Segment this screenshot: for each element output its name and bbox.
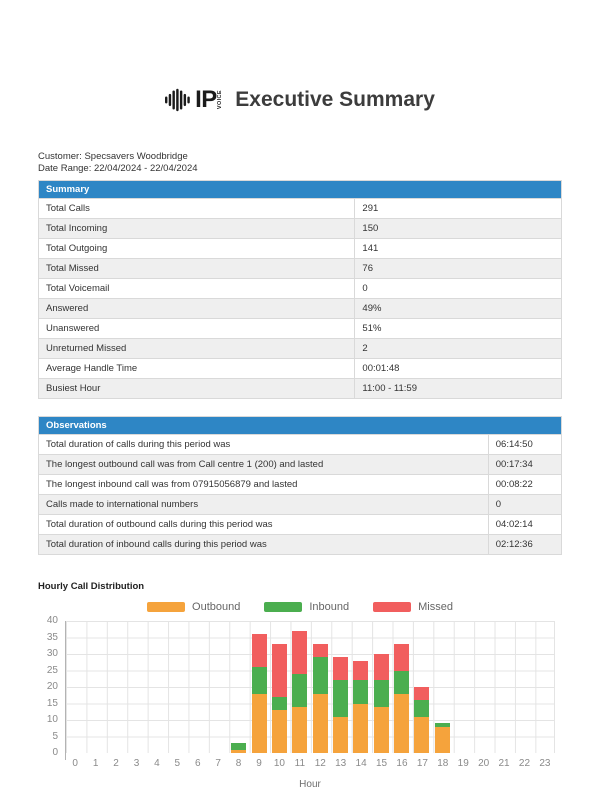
bar-segment-missed <box>292 631 307 674</box>
row-value: 141 <box>355 239 562 259</box>
bar-slot-hour-3 <box>127 621 147 753</box>
row-label: Total Missed <box>39 259 355 279</box>
bar-slot-hour-18 <box>432 621 452 753</box>
bar-segment-outbound <box>252 694 267 753</box>
legend-item-outbound <box>147 601 240 613</box>
bar-slot-hour-12 <box>310 621 330 753</box>
legend-label: Inbound <box>309 601 350 613</box>
logo-voice-text: VOICE <box>216 90 223 110</box>
y-axis-tick-label: 35 <box>46 631 58 643</box>
bar-segment-inbound <box>292 674 307 707</box>
row-value: 51% <box>355 319 562 339</box>
bar-slot-hour-17 <box>412 621 432 753</box>
x-axis-tick-label: 1 <box>92 758 99 769</box>
report-header <box>0 86 600 114</box>
y-axis-tick-label: 15 <box>46 697 58 709</box>
logo-text: IP <box>195 86 217 113</box>
legend-label: Missed <box>418 601 453 613</box>
x-axis-tick-label: 22 <box>518 758 531 769</box>
x-axis-tick-label: 16 <box>396 758 408 769</box>
x-axis-tick-label: 20 <box>478 758 490 769</box>
bar-segment-inbound <box>374 680 389 706</box>
row-label: Busiest Hour <box>39 379 355 399</box>
legend-label: Outbound <box>192 601 241 613</box>
observations-table-header: Observations <box>39 417 562 435</box>
table-row <box>39 219 562 239</box>
row-label: Unreturned Missed <box>39 339 355 359</box>
bar-segment-inbound <box>353 680 368 703</box>
chart-title: Hourly Call Distribution <box>38 581 145 592</box>
stacked-bar-hour-11 <box>292 631 307 753</box>
bar-segment-outbound <box>394 694 409 753</box>
x-axis-tick-label: 12 <box>314 758 326 769</box>
bar-segment-outbound <box>333 717 348 753</box>
table-row <box>39 379 562 399</box>
table-row <box>39 475 562 495</box>
row-value: 150 <box>355 219 562 239</box>
bar-slot-hour-10 <box>269 621 289 753</box>
row-value: 291 <box>355 199 562 219</box>
y-axis-tick-label: 40 <box>46 615 58 626</box>
stacked-bar-hour-10 <box>272 644 287 753</box>
stacked-bar-hour-18 <box>435 723 450 753</box>
legend-swatch <box>147 602 185 612</box>
date-range-line: Date Range: 22/04/2024 - 22/04/2024 <box>38 162 198 174</box>
bar-segment-outbound <box>272 710 287 753</box>
row-label: Total duration of inbound calls during this period was <box>39 535 489 555</box>
table-row <box>39 299 562 319</box>
stacked-bar-hour-8 <box>231 743 246 753</box>
summary-table-header: Summary <box>39 181 562 199</box>
row-label: Calls made to international numbers <box>39 495 489 515</box>
bar-segment-missed <box>313 644 328 657</box>
bar-slot-hour-22 <box>513 621 533 753</box>
legend-item-inbound <box>264 601 349 613</box>
bar-segment-outbound <box>313 694 328 753</box>
y-axis-tick-label: 20 <box>46 681 58 692</box>
bar-segment-outbound <box>353 704 368 754</box>
table-row <box>39 259 562 279</box>
table-row <box>39 515 562 535</box>
table-row <box>39 359 562 379</box>
bar-segment-outbound <box>414 717 429 753</box>
row-value: 49% <box>355 299 562 319</box>
x-axis-tick-label: 2 <box>113 758 119 769</box>
bar-slot-hour-23 <box>534 621 554 753</box>
row-value: 0 <box>355 279 562 299</box>
x-axis-tick-label: 18 <box>437 758 449 769</box>
x-axis-tick-label: 3 <box>133 758 140 769</box>
row-label: The longest outbound call was from Call centre 1 (200) and lasted <box>39 455 489 475</box>
bar-segment-missed <box>353 661 368 681</box>
bar-slot-hour-13 <box>330 621 350 753</box>
bar-segment-missed <box>252 634 267 667</box>
bar-segment-missed <box>394 644 409 670</box>
summary-table <box>38 180 562 399</box>
row-value: 76 <box>355 259 562 279</box>
x-axis-tick-label: 10 <box>273 758 285 769</box>
customer-line: Customer: Specsavers Woodbridge <box>38 151 188 162</box>
page-title: Executive Summary <box>235 88 435 111</box>
table-row <box>39 435 562 455</box>
bar-segment-missed <box>374 654 389 680</box>
bar-slot-hour-20 <box>473 621 493 753</box>
table-row <box>39 339 562 359</box>
stacked-bar-hour-13 <box>333 657 348 753</box>
table-row <box>39 279 562 299</box>
y-axis-tick-label: 25 <box>46 664 58 676</box>
x-axis-tick-label: 6 <box>194 758 201 769</box>
row-value: 04:02:14 <box>488 515 561 535</box>
x-axis-tick-label: 23 <box>539 758 551 769</box>
x-axis-tick-label: 9 <box>256 758 262 769</box>
bar-slot-hour-21 <box>493 621 513 753</box>
row-label: Answered <box>39 299 355 319</box>
bar-slot-hour-19 <box>452 621 472 753</box>
bar-segment-outbound <box>374 707 389 753</box>
stacked-bar-hour-9 <box>252 634 267 753</box>
row-value: 06:14:50 <box>488 435 561 455</box>
bar-slot-hour-0 <box>66 621 86 753</box>
plot-area <box>65 621 555 753</box>
chart-legend <box>0 601 600 613</box>
row-value: 02:12:36 <box>488 535 561 555</box>
bar-slot-hour-11 <box>290 621 310 753</box>
bar-segment-inbound <box>414 700 429 717</box>
x-axis-tick-label: 21 <box>498 758 510 769</box>
bar-segment-outbound <box>231 750 246 753</box>
observations-table-body <box>39 435 562 555</box>
legend-swatch <box>373 602 411 612</box>
bar-slot-hour-2 <box>107 621 127 753</box>
bar-segment-missed <box>272 644 287 697</box>
x-axis-tick-label: 0 <box>72 758 78 769</box>
stacked-bar-hour-15 <box>374 654 389 753</box>
x-axis-tick-label: 4 <box>154 758 160 769</box>
ipvoice-logo <box>165 86 223 114</box>
x-axis-labels <box>65 758 555 769</box>
row-label: Total Outgoing <box>39 239 355 259</box>
stacked-bar-hour-14 <box>353 661 368 753</box>
bar-segment-inbound <box>231 743 246 750</box>
table-row <box>39 319 562 339</box>
x-axis-tick-label: 19 <box>457 758 469 769</box>
observations-table <box>38 416 562 555</box>
x-axis-tick-label: 15 <box>375 758 388 769</box>
table-row <box>39 199 562 219</box>
row-value: 00:01:48 <box>355 359 562 379</box>
row-label: Total Incoming <box>39 219 355 239</box>
hourly-call-distribution-chart <box>0 581 600 790</box>
bar-slot-hour-7 <box>208 621 228 753</box>
x-axis-tick-label: 14 <box>355 758 367 769</box>
stacked-bar-hour-16 <box>394 644 409 753</box>
bar-slot-hour-6 <box>188 621 208 753</box>
summary-table-body <box>39 199 562 399</box>
bar-slot-hour-8 <box>229 621 249 753</box>
row-label: Total Voicemail <box>39 279 355 299</box>
row-value: 00:08:22 <box>488 475 561 495</box>
bar-slot-hour-1 <box>86 621 106 753</box>
row-label: The longest inbound call was from 07915056879 and lasted <box>39 475 489 495</box>
x-axis-tick-label: 13 <box>335 758 347 769</box>
bar-segment-inbound <box>333 680 348 716</box>
row-value: 00:17:34 <box>488 455 561 475</box>
legend-item-missed <box>373 601 453 613</box>
bar-slot-hour-16 <box>391 621 411 753</box>
x-axis-tick-label: 5 <box>174 758 181 769</box>
row-label: Average Handle Time <box>39 359 355 379</box>
row-label: Unanswered <box>39 319 355 339</box>
bar-segment-outbound <box>292 707 307 753</box>
table-row <box>39 239 562 259</box>
y-axis-tick-label: 10 <box>46 714 58 725</box>
bar-slot-hour-9 <box>249 621 269 753</box>
soundwave-icon <box>165 86 191 114</box>
y-axis-tick-label: 30 <box>46 648 58 659</box>
bar-slot-hour-14 <box>351 621 371 753</box>
bar-segment-inbound <box>313 657 328 693</box>
row-value: 0 <box>488 495 561 515</box>
table-row <box>39 535 562 555</box>
bar-segment-inbound <box>252 667 267 693</box>
x-axis-tick-label: 7 <box>215 758 221 769</box>
bar-slot-hour-4 <box>147 621 167 753</box>
y-axis-tick-label: 5 <box>52 730 58 742</box>
table-row <box>39 455 562 475</box>
stacked-bar-hour-12 <box>313 644 328 753</box>
y-axis-labels <box>2 615 58 758</box>
bar-segment-missed <box>333 657 348 680</box>
row-label: Total duration of outbound calls during this period was <box>39 515 489 535</box>
bar-segment-inbound <box>394 671 409 694</box>
bar-segment-missed <box>414 687 429 700</box>
row-value: 2 <box>355 339 562 359</box>
bar-slot-hour-5 <box>168 621 188 753</box>
report-meta <box>38 151 600 174</box>
row-label: Total duration of calls during this period was <box>39 435 489 455</box>
bar-segment-outbound <box>435 727 450 753</box>
bar-segment-inbound <box>272 697 287 710</box>
row-value: 11:00 - 11:59 <box>355 379 562 399</box>
x-axis-tick-label: 11 <box>294 758 306 769</box>
x-axis-tick-label: 17 <box>416 758 428 769</box>
x-axis-title: Hour <box>299 779 321 790</box>
stacked-bar-hour-17 <box>414 687 429 753</box>
legend-swatch <box>264 602 302 612</box>
row-label: Total Calls <box>39 199 355 219</box>
x-axis-tick-label: 8 <box>235 758 242 769</box>
y-axis-tick-label: 0 <box>52 747 58 758</box>
table-row <box>39 495 562 515</box>
plot-wrap <box>46 615 555 758</box>
bar-slot-hour-15 <box>371 621 391 753</box>
